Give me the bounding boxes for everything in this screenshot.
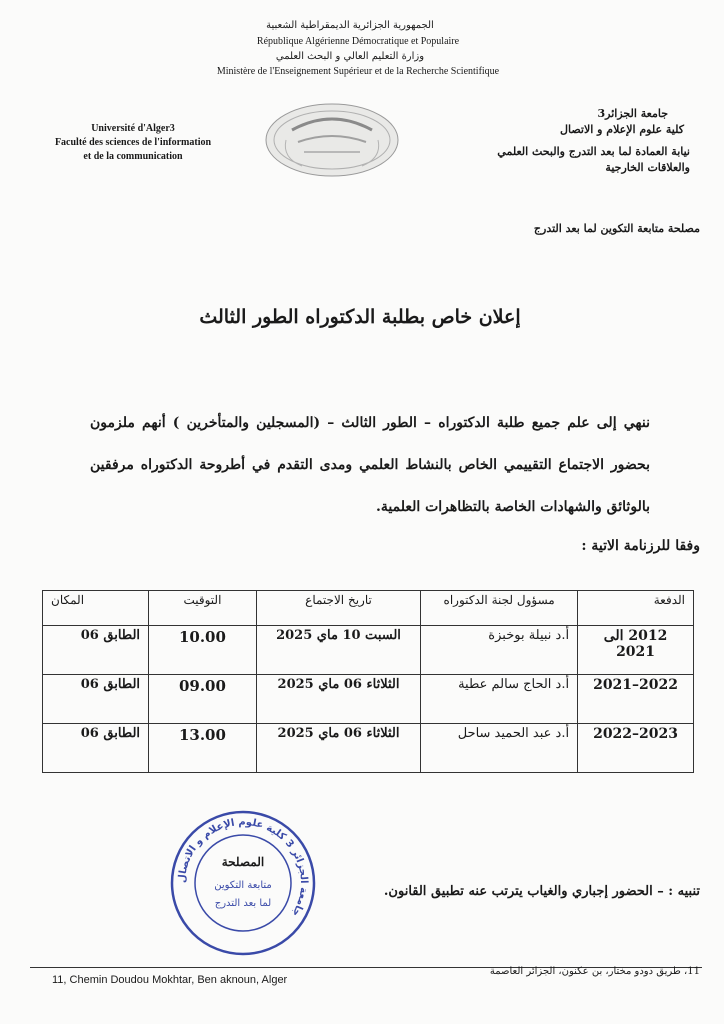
schedule-intro: وفقا للرزنامة الاتية : — [581, 538, 700, 554]
cell-place: الطابق 06 — [43, 675, 149, 724]
stamp-center-line3: لما بعد التدرج — [214, 898, 272, 909]
footer-address-ar: 11، طريق دودو مختار، بن عكنون، الجزائر العاصمة — [489, 966, 700, 977]
university-fr-name: Université d'Alger3 — [91, 123, 175, 134]
stamp-center-line2: متابعة التكوين — [214, 880, 272, 891]
faculty-ar-name: كلية علوم الإعلام و الاتصال — [560, 123, 684, 136]
vice-deanship-ar: نيابة العمادة لما بعد التدرج والبحث العلمي — [497, 145, 690, 158]
header-batch: الدفعة — [578, 591, 694, 626]
cell-committee-head: أ.د عبد الحميد ساحل — [421, 724, 578, 773]
faculty-fr-line1: Faculté des sciences de l'information — [54, 137, 212, 148]
cell-time: 09.00 — [149, 675, 257, 724]
ministry-ar: وزارة التعليم العالي و البحث العلمي — [275, 51, 425, 62]
cell-committee-head: أ.د نبيلة بوخبزة — [421, 626, 578, 675]
ministry-fr: Ministère de l'Enseignement Supérieur et de la Recherche Scientifique — [216, 66, 500, 77]
header-committee-head: مسؤول لجنة الدكتوراه — [421, 591, 578, 626]
table-row — [43, 724, 694, 773]
cell-meeting-date: الثلاثاء 06 ماي 2025 — [256, 675, 420, 724]
announcement-body: ننهي إلى علم جميع طلبة الدكتوراه – الطور الثالث – (المسجلين والمتأخرين ) أنهم ملزمون بحضور الاجتماع التقييمي الخاص بالنشاط العلمي ومدى التقدم في أطروحة الدكتوراه مرفقين بالوثائق والشهادات الخاصة بالتظاهرات العلمية. — [90, 415, 650, 515]
official-stamp — [168, 808, 318, 958]
university-ar-block — [470, 106, 690, 176]
university-logo — [262, 100, 402, 180]
attendance-note: تنبيه : – الحضور إجباري والغياب يترتب عنه تطبيق القانون. — [383, 884, 700, 899]
republic-ar: الجمهورية الجزائرية الديمقراطية الشعبية — [266, 20, 434, 31]
cell-time: 10.00 — [149, 626, 257, 675]
table-row — [43, 675, 694, 724]
table-header-row — [43, 591, 694, 626]
header-meeting-date: تاريخ الاجتماع — [256, 591, 420, 626]
stamp-ring-text: جامعة الجزائر 3 كلية علوم الإعلام و الاتصال — [176, 816, 310, 919]
university-fr-block — [48, 122, 218, 164]
external-relations-ar: والعلاقات الخارجية — [605, 161, 690, 174]
republic-fr: République Algérienne Démocratique et Populaire — [256, 36, 460, 47]
header-place: المكان — [43, 591, 149, 626]
cell-time: 13.00 — [149, 724, 257, 773]
cell-committee-head: أ.د الحاج سالم عطية — [421, 675, 578, 724]
stamp-center-line1: المصلحة — [221, 855, 265, 869]
university-ar-name: جامعة الجزائر3 — [597, 107, 668, 120]
cell-batch: 2012 الى 2021 — [578, 626, 694, 675]
cell-meeting-date: الثلاثاء 06 ماي 2025 — [256, 724, 420, 773]
schedule-table — [42, 590, 694, 773]
service-name: مصلحة متابعة التكوين لما بعد التدرج — [533, 222, 700, 235]
cell-meeting-date: السبت 10 ماي 2025 — [256, 626, 420, 675]
header-time: التوقيت — [149, 591, 257, 626]
cell-place: الطابق 06 — [43, 626, 149, 675]
cell-batch: 2022–2021 — [578, 675, 694, 724]
cell-place: الطابق 06 — [43, 724, 149, 773]
cell-batch: 2023–2022 — [578, 724, 694, 773]
announcement-title: إعلان خاص بطلبة الدكتوراه الطور الثالث — [199, 306, 521, 328]
faculty-fr-line2: et de la communication — [83, 151, 183, 162]
table-row — [43, 626, 694, 675]
footer-address-fr: 11, Chemin Doudou Mokhtar, Ben aknoun, Alger — [52, 974, 288, 986]
